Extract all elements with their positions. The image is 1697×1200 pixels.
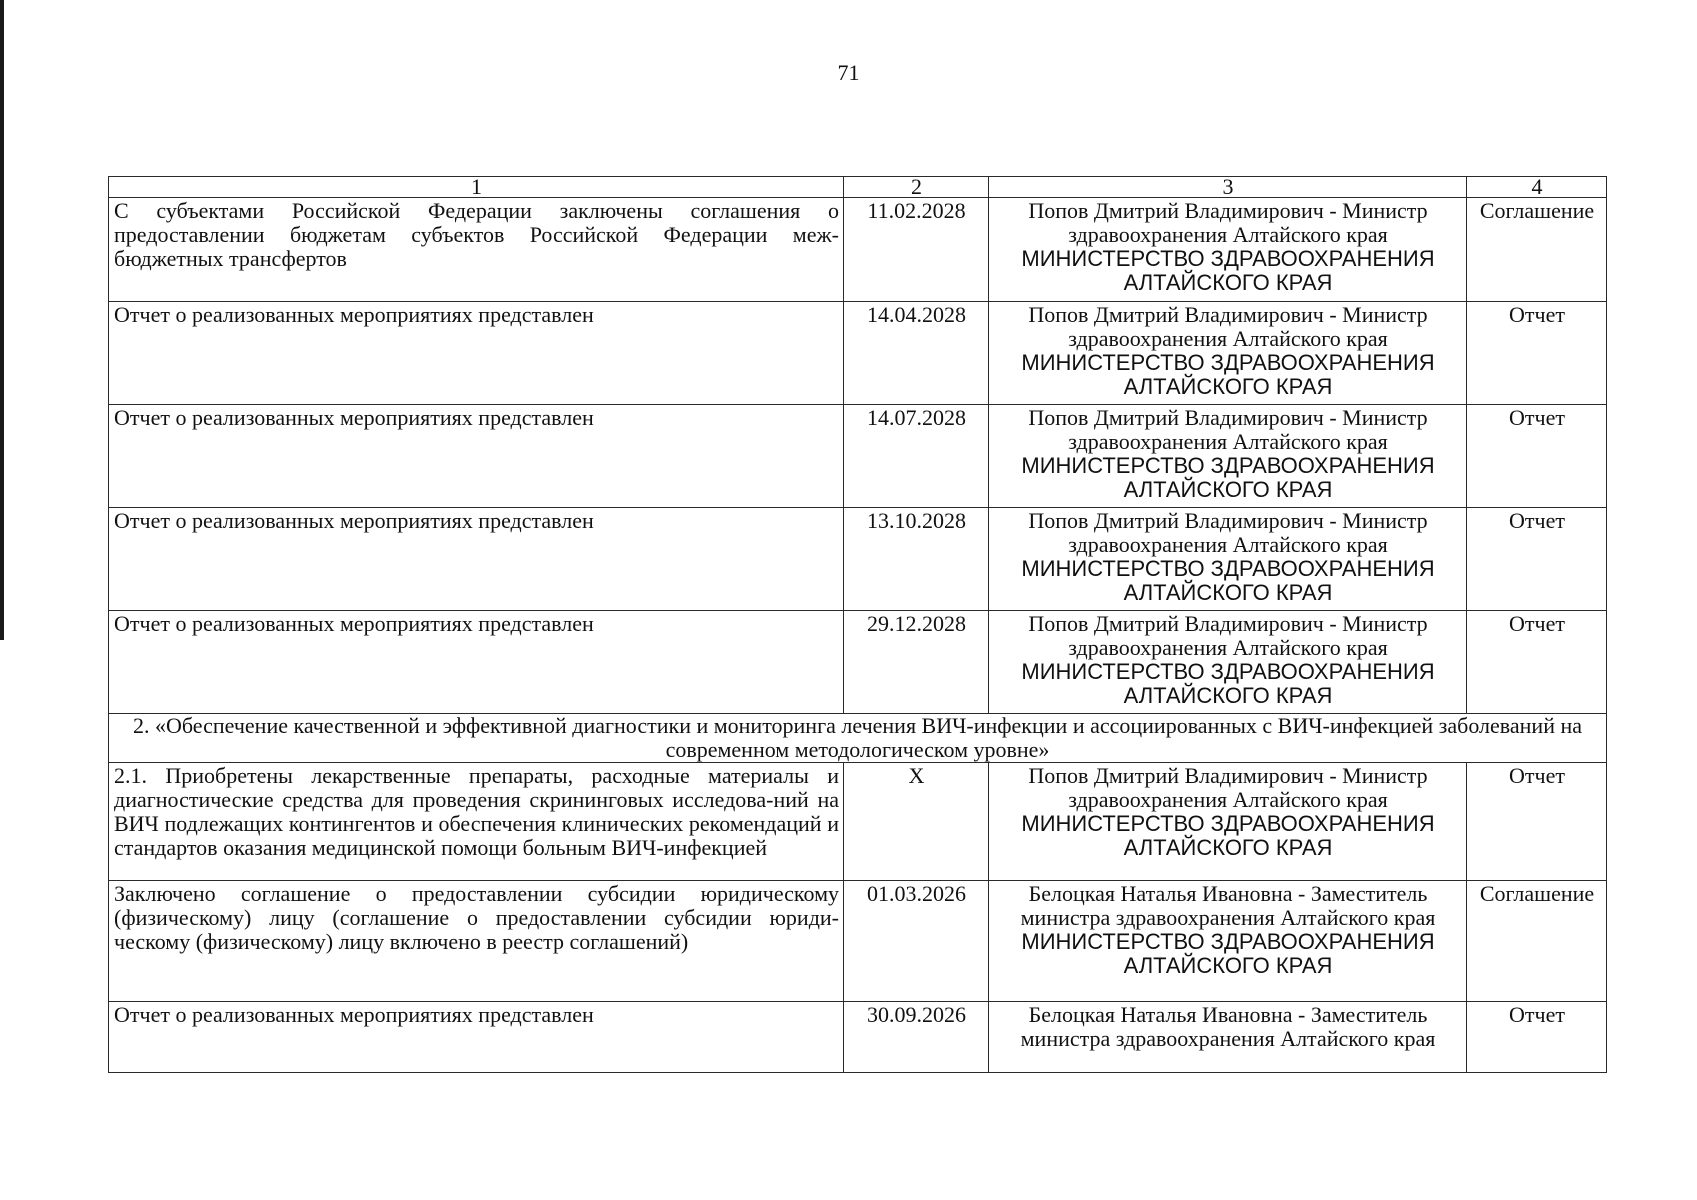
column-header: 1	[109, 177, 844, 198]
document-type: Отчет	[1467, 611, 1607, 714]
document-type: Соглашение	[1467, 881, 1607, 1002]
responsible-person: Попов Дмитрий Владимирович - Министр здравоохранения Алтайского края	[1028, 763, 1428, 812]
responsible-cell	[989, 198, 1467, 302]
column-header: 3	[989, 177, 1467, 198]
control-date: 14.07.2028	[844, 405, 989, 508]
section-title: 2. «Обеспечение качественной и эффективной диагностики и мониторинга лечения ВИЧ-инфекции и ассоциированных с ВИЧ-инфекцией заболеваний на современном методологическом уровне»	[109, 714, 1607, 763]
responsible-organization: МИНИСТЕРСТВО ЗДРАВООХРАНЕНИЯ АЛТАЙСКОГО КРАЯ	[1021, 929, 1435, 978]
responsible-cell	[989, 611, 1467, 714]
section-heading-row	[109, 714, 1607, 763]
document-type: Отчет	[1467, 302, 1607, 405]
document-type: Отчет	[1467, 508, 1607, 611]
document-type: Отчет	[1467, 405, 1607, 508]
responsible-organization: МИНИСТЕРСТВО ЗДРАВООХРАНЕНИЯ АЛТАЙСКОГО КРАЯ	[1021, 659, 1435, 708]
result-description: С субъектами Российской Федерации заключены соглашения о предоставлении бюджетам субъектов Российской Федерации меж-бюджетных трансфертов	[109, 198, 844, 302]
table-row	[109, 508, 1607, 611]
result-description: Отчет о реализованных мероприятиях представлен	[109, 508, 844, 611]
result-description: Отчет о реализованных мероприятиях представлен	[109, 302, 844, 405]
column-header: 4	[1467, 177, 1607, 198]
table-row	[109, 1002, 1607, 1073]
document-type: Соглашение	[1467, 198, 1607, 302]
control-date: 29.12.2028	[844, 611, 989, 714]
responsible-organization: МИНИСТЕРСТВО ЗДРАВООХРАНЕНИЯ АЛТАЙСКОГО КРАЯ	[1021, 811, 1435, 860]
responsible-person: Попов Дмитрий Владимирович - Министр здравоохранения Алтайского края	[1028, 198, 1428, 247]
table-row	[109, 198, 1607, 302]
result-description: Отчет о реализованных мероприятиях представлен	[109, 405, 844, 508]
result-description: Заключено соглашение о предоставлении субсидии юридическому (физическому) лицу (соглашение о предоставлении субсидии юриди-ческому (физическому) лицу включено в реестр соглашений)	[109, 881, 844, 1002]
responsible-person: Попов Дмитрий Владимирович - Министр здравоохранения Алтайского края	[1028, 611, 1428, 660]
responsible-person: Белоцкая Наталья Ивановна - Заместитель министра здравоохранения Алтайского края	[1020, 881, 1436, 930]
control-date: 30.09.2026	[844, 1002, 989, 1073]
responsible-cell	[989, 881, 1467, 1002]
responsible-organization: МИНИСТЕРСТВО ЗДРАВООХРАНЕНИЯ АЛТАЙСКОГО КРАЯ	[1021, 556, 1435, 605]
table-header-row	[109, 177, 1607, 198]
control-date: 11.02.2028	[844, 198, 989, 302]
responsible-cell	[989, 1002, 1467, 1073]
control-date: 14.04.2028	[844, 302, 989, 405]
document-type: Отчет	[1467, 763, 1607, 881]
responsible-person: Белоцкая Наталья Ивановна - Заместитель министра здравоохранения Алтайского края	[1020, 1002, 1436, 1051]
table-row	[109, 302, 1607, 405]
document-type: Отчет	[1467, 1002, 1607, 1073]
responsible-cell	[989, 302, 1467, 405]
page-number: 71	[837, 60, 860, 85]
responsible-cell	[989, 405, 1467, 508]
plan-table	[108, 176, 1607, 1073]
responsible-organization: МИНИСТЕРСТВО ЗДРАВООХРАНЕНИЯ АЛТАЙСКОГО КРАЯ	[1021, 246, 1435, 295]
responsible-organization: МИНИСТЕРСТВО ЗДРАВООХРАНЕНИЯ АЛТАЙСКОГО КРАЯ	[1021, 453, 1435, 502]
table-row	[109, 763, 1607, 881]
table-row	[109, 881, 1607, 1002]
result-description: 2.1. Приобретены лекарственные препараты, расходные материалы и диагностические средства для проведения скрининговых исследова-ний на ВИЧ подлежащих контингентов и обеспечения клинических рекомендаций и стандартов оказания медицинской помощи больным ВИЧ-инфекцией	[109, 763, 844, 881]
control-date: 13.10.2028	[844, 508, 989, 611]
control-date: 01.03.2026	[844, 881, 989, 1002]
responsible-person: Попов Дмитрий Владимирович - Министр здравоохранения Алтайского края	[1028, 302, 1428, 351]
table-row	[109, 611, 1607, 714]
scan-edge-line	[0, 0, 4, 640]
responsible-person: Попов Дмитрий Владимирович - Министр здравоохранения Алтайского края	[1028, 405, 1428, 454]
result-description: Отчет о реализованных мероприятиях представлен	[109, 1002, 844, 1073]
result-description: Отчет о реализованных мероприятиях представлен	[109, 611, 844, 714]
control-date: X	[844, 763, 989, 881]
column-header: 2	[844, 177, 989, 198]
responsible-cell	[989, 763, 1467, 881]
responsible-organization: МИНИСТЕРСТВО ЗДРАВООХРАНЕНИЯ АЛТАЙСКОГО КРАЯ	[1021, 350, 1435, 399]
responsible-person: Попов Дмитрий Владимирович - Министр здравоохранения Алтайского края	[1028, 508, 1428, 557]
table-row	[109, 405, 1607, 508]
responsible-cell	[989, 508, 1467, 611]
